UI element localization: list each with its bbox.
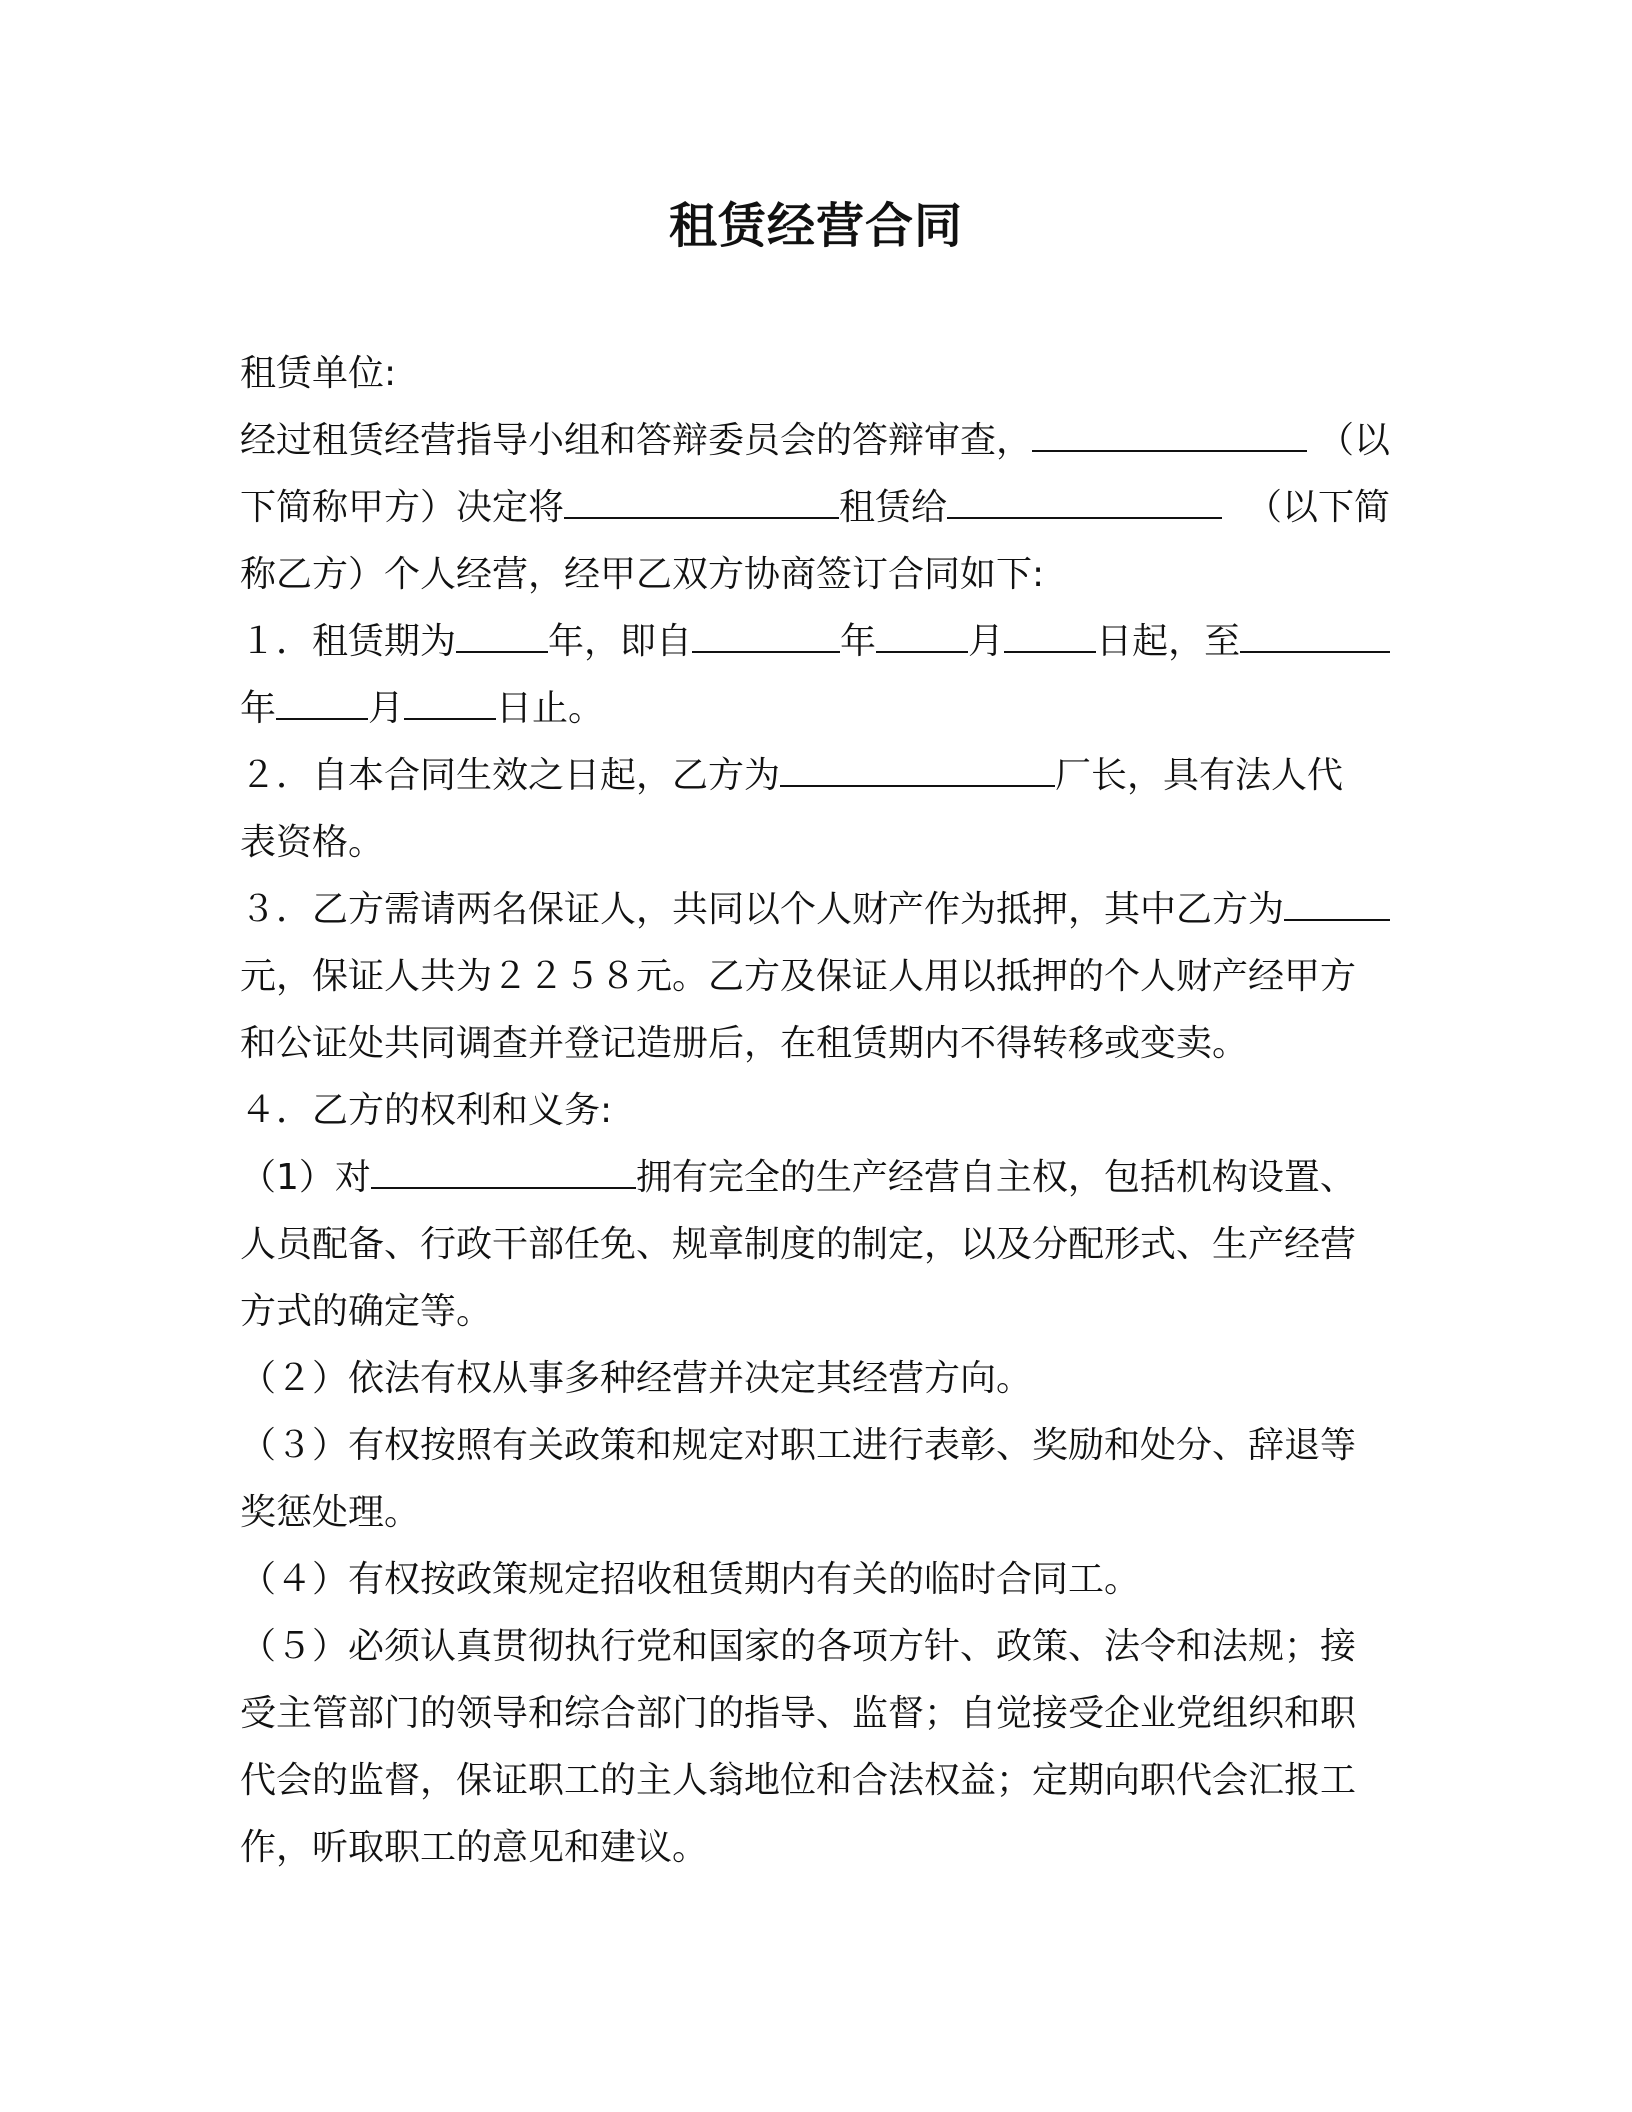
text-line (240, 675, 1390, 742)
text-span: （４）有权按政策规定招收租赁期内有关的临时合同工。 (240, 1559, 1141, 1600)
blank-end-month[interactable] (276, 682, 368, 720)
blank-leased-unit[interactable] (564, 481, 839, 519)
document-title: 租赁经营合同 (668, 198, 963, 254)
text-span: 租赁给 (839, 487, 948, 528)
text-line (240, 1814, 1390, 1881)
blank-end-day[interactable] (404, 682, 496, 720)
text-line (240, 742, 1390, 809)
text-span: 下简称甲方）决定将 (240, 487, 565, 528)
text-span: ３．乙方需请两名保证人，共同以个人财产作为抵押，其中乙方为 (240, 889, 1285, 930)
blank-factory-name[interactable] (780, 749, 1055, 787)
text-line (240, 943, 1390, 1010)
section-heading: ４．乙方的权利和义务: (240, 1090, 613, 1131)
text-line (240, 1077, 1390, 1144)
text-span: 方式的确定等。 (240, 1291, 493, 1332)
text-span: 月 (968, 621, 1005, 662)
text-line (240, 1010, 1390, 1077)
blank-party-b[interactable] (947, 481, 1222, 519)
text-span: 受主管部门的领导和综合部门的指导、监督；自觉接受企业党组织和职 (240, 1693, 1357, 1734)
text-line (240, 1747, 1390, 1814)
text-line (240, 1278, 1390, 1345)
text-line (240, 1345, 1390, 1412)
text-span: 元，保证人共为２２５８元。乙方及保证人用以抵押的个人财产经甲方 (240, 956, 1357, 997)
text-span: 人员配备、行政干部任免、规章制度的制定，以及分配形式、生产经营 (240, 1224, 1357, 1265)
text-span: 日起，至 (1096, 621, 1241, 662)
blank-enterprise[interactable] (371, 1151, 636, 1189)
lessor-unit-label: 租赁单位: (240, 353, 397, 394)
text-line (240, 1412, 1390, 1479)
text-span: 作，听取职工的意见和建议。 (240, 1827, 709, 1868)
text-span: ２．自本合同生效之日起，乙方为 (240, 755, 781, 796)
text-span: （以 (1317, 420, 1390, 461)
text-line (240, 1546, 1390, 1613)
blank-party-b-amount[interactable] (1284, 883, 1390, 921)
text-span: 和公证处共同调查并登记造册后，在租赁期内不得转移或变卖。 (240, 1023, 1249, 1064)
text-span: 称乙方）个人经营，经甲乙双方协商签订合同如下: (240, 554, 1045, 595)
blank-end-year[interactable] (1240, 615, 1390, 653)
text-span: 年，即自 (548, 621, 693, 662)
blank-start-month[interactable] (876, 615, 968, 653)
text-span: 厂长，具有法人代 (1055, 755, 1344, 796)
blank-start-day[interactable] (1004, 615, 1096, 653)
text-span: 经过租赁经营指导小组和答辩委员会的答辩审查， (240, 420, 1033, 461)
blank-term-years[interactable] (456, 615, 548, 653)
text-span: 奖惩处理。 (240, 1492, 421, 1533)
text-line (240, 1613, 1390, 1680)
text-line (240, 1479, 1390, 1546)
text-line (240, 1211, 1390, 1278)
text-line (240, 474, 1390, 541)
text-span: （３）有权按照有关政策和规定对职工进行表彰、奖励和处分、辞退等 (240, 1425, 1357, 1466)
text-line (240, 340, 1390, 407)
text-span: （５）必须认真贯彻执行党和国家的各项方针、政策、法令和法规；接 (240, 1626, 1357, 1667)
blank-start-year[interactable] (692, 615, 840, 653)
text-line (240, 1144, 1390, 1211)
document-body (240, 340, 1390, 1881)
text-line (240, 407, 1390, 474)
text-span: 年 (840, 621, 877, 662)
text-span: 日止。 (496, 688, 605, 729)
text-span: 拥有完全的生产经营自主权，包括机构设置、 (635, 1157, 1356, 1198)
text-line (240, 876, 1390, 943)
text-span: （以下简 (1245, 487, 1390, 528)
text-span: １．租赁期为 (240, 621, 457, 662)
text-line (240, 809, 1390, 876)
text-span: 月 (368, 688, 405, 729)
text-span: （1）对 (240, 1157, 371, 1198)
text-line (240, 541, 1390, 608)
blank-party-a[interactable] (1032, 414, 1307, 452)
text-line (240, 608, 1390, 675)
text-span: 表资格。 (240, 822, 385, 863)
text-span: （２）依法有权从事多种经营并决定其经营方向。 (240, 1358, 1033, 1399)
text-span: 代会的监督，保证职工的主人翁地位和合法权益；定期向职代会汇报工 (240, 1760, 1357, 1801)
text-span: 年 (240, 688, 277, 729)
text-line (240, 1680, 1390, 1747)
